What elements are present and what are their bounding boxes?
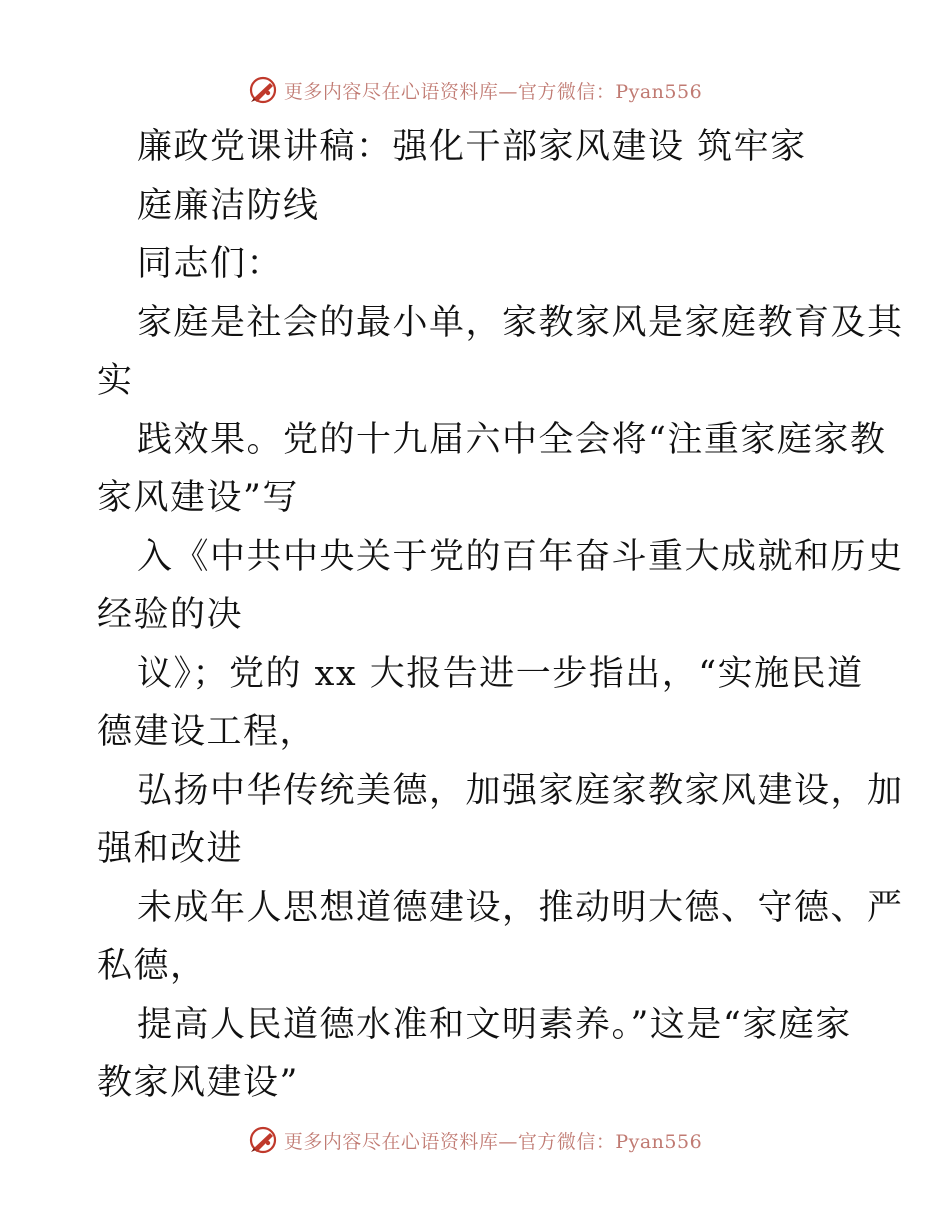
text-line: 未成年人思想道德建设，推动明大德、守德、严 <box>137 887 904 928</box>
text-line: 弘扬中华传统美德，加强家庭家教家风建设，加 <box>137 770 904 811</box>
document-body <box>97 118 904 1113</box>
text-line: 同志们： <box>137 244 284 284</box>
text-line: 家庭是社会的最小单，家教家风是家庭教育及其 <box>137 302 904 343</box>
text-line: 廉政党课讲稿：强化干部家风建设 筑牢家 <box>137 127 807 167</box>
text-line: 教家风建设” <box>97 1063 299 1103</box>
text-line: 德建设工程， <box>97 712 317 752</box>
text-line: 践效果。党的十九届六中全会将“注重家庭家教 <box>137 419 887 460</box>
text-line: 经验的决 <box>97 595 244 635</box>
pen-logo-icon <box>248 1125 278 1155</box>
footer-banner-text: 更多内容尽在心语资料库—官方微信：Pyan556 <box>283 1130 703 1153</box>
text-line: 入《中共中央关于党的百年奋斗重大成就和历史 <box>137 536 904 577</box>
text-line: 私德， <box>97 946 207 986</box>
text-line: 家风建设”写 <box>97 478 299 518</box>
text-line: 议》；党的 xx 大报告进一步指出，“实施民道 <box>137 653 864 694</box>
text-line: 实 <box>97 361 134 401</box>
text-line: 强和改进 <box>97 829 244 869</box>
footer-banner-inner <box>248 1125 702 1155</box>
header-banner-inner <box>248 75 702 105</box>
pen-logo-icon <box>248 75 278 105</box>
text-line: 提高人民道德水准和文明素养。”这是“家庭家 <box>137 1004 852 1045</box>
header-banner <box>0 70 950 110</box>
header-banner-text: 更多内容尽在心语资料库—官方微信：Pyan556 <box>283 80 703 103</box>
text-line: 庭廉洁防线 <box>137 185 320 226</box>
footer-banner <box>0 1120 950 1160</box>
